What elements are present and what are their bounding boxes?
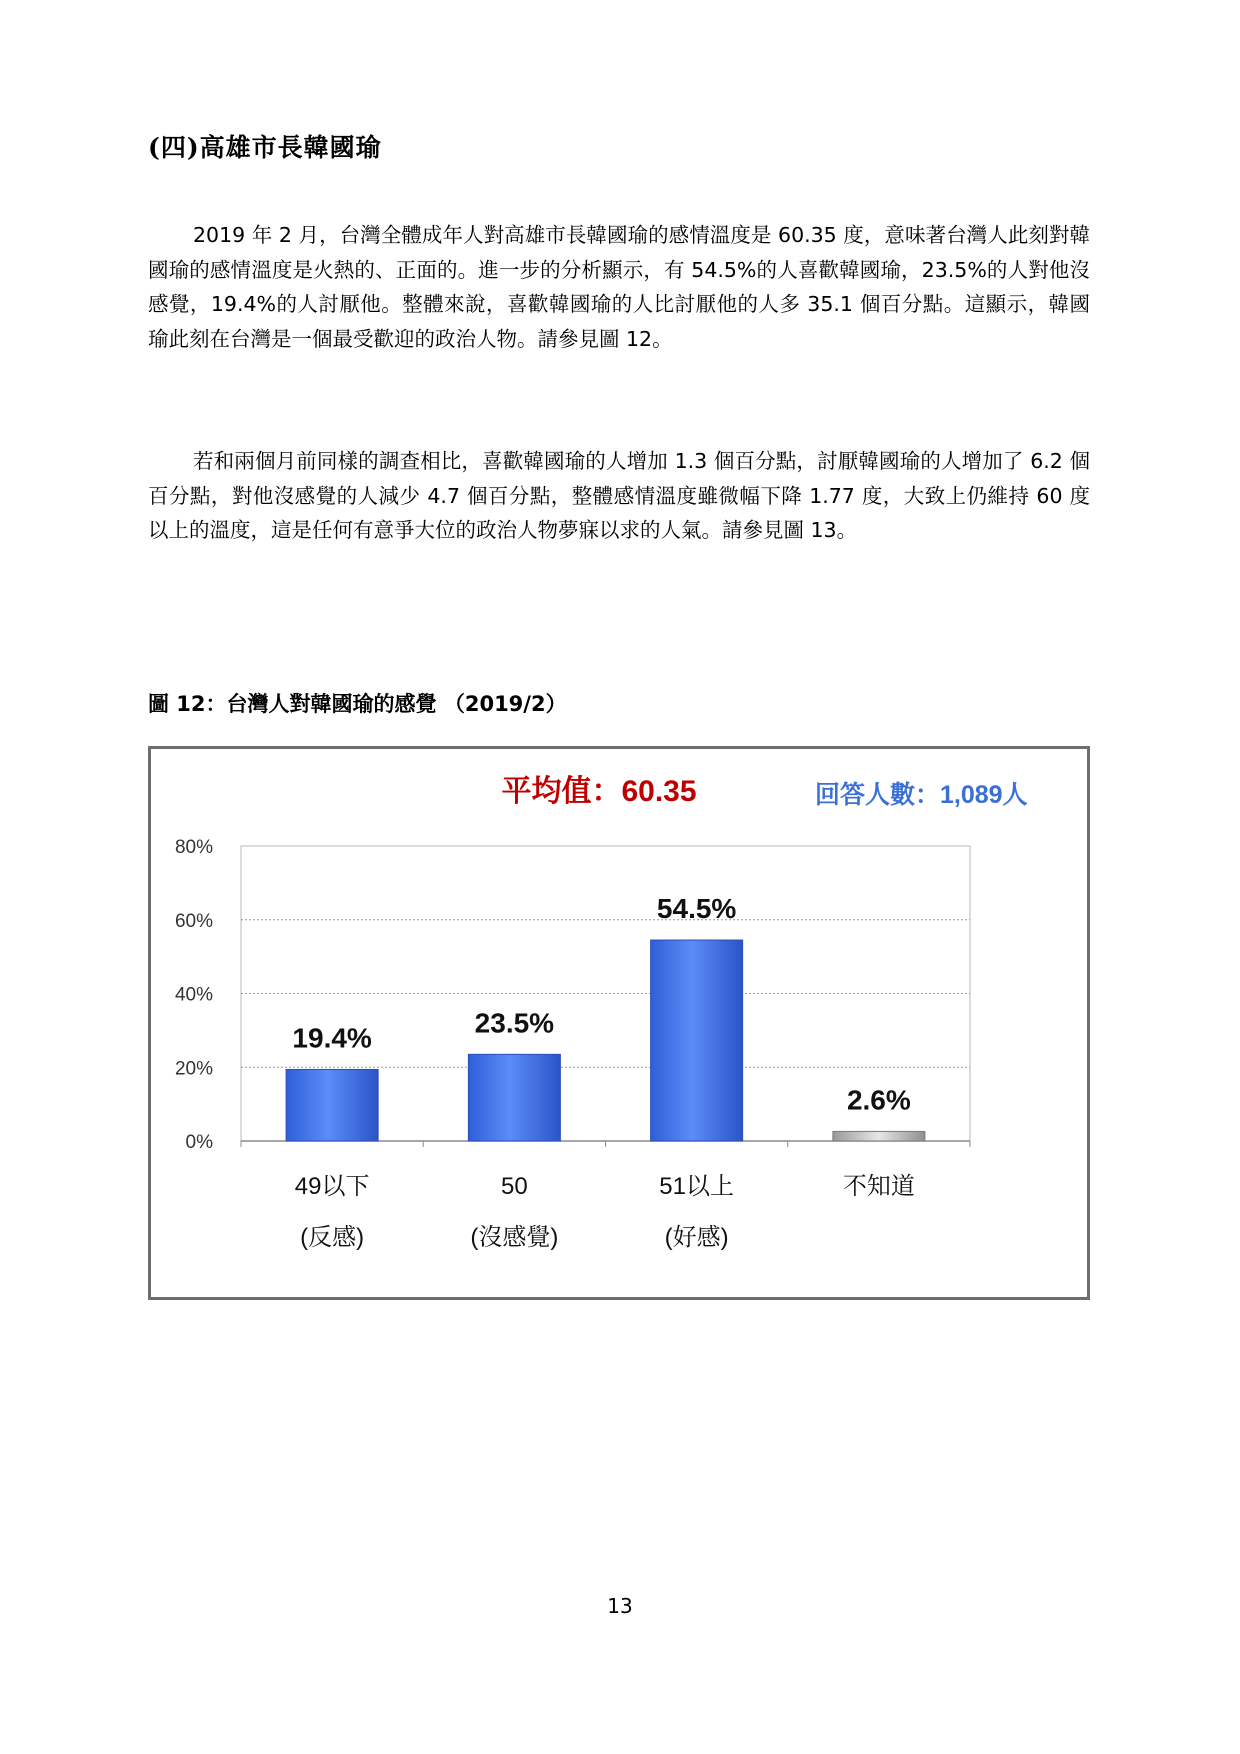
y-tick-label: 60% [174, 910, 213, 932]
x-tick-label: 49以下 [294, 1173, 370, 1200]
page-number: 13 [607, 1594, 633, 1618]
data-label: 19.4% [292, 1022, 372, 1054]
paragraph-2: 若和兩個月前同樣的調查相比，喜歡韓國瑜的人增加 1.3 個百分點，討厭韓國瑜的人增加了 6.2 個百分點，對他沒感覺的人減少 4.7 個百分點，整體感情溫度雖微幅下降 1.77 度，大致上仍維持 60 度以上的溫度，這是任何有意爭大位的政治人物夢寐以求的人氣。請參見圖 13。 [148, 449, 1090, 542]
bar [833, 1131, 925, 1141]
paragraph-1: 2019 年 2 月，台灣全體成年人對高雄市長韓國瑜的感情溫度是 60.35 度，意味著台灣人此刻對韓國瑜的感情溫度是火熱的、正面的。進一步的分析顯示，有 54.5%的人喜歡韓國瑜，23.5%的人對他沒感覺，19.4%的人討厭他。整體來說，喜歡韓國瑜的人比討厭他的人多 35.1 個百分點。這顯示，韓國瑜此刻在台灣是一個最受歡迎的政治人物。請參見圖 12。 [148, 223, 1090, 351]
bar [286, 1069, 378, 1141]
y-tick-label: 40% [174, 984, 213, 1006]
x-tick-label: 50 [501, 1173, 528, 1200]
y-tick-label: 0% [185, 1132, 213, 1153]
data-label: 23.5% [474, 1007, 555, 1039]
x-tick-sublabel: (好感) [664, 1224, 729, 1251]
chart-svg [151, 749, 1087, 1297]
x-tick-sublabel: (反感) [300, 1224, 365, 1251]
bar [468, 1054, 560, 1141]
chart-title: 平均值：60.35 [501, 775, 697, 808]
figure-caption: 圖 12：台灣人對韓國瑜的感覺 （2019/2） [148, 692, 567, 716]
section-heading: (四)高雄市長韓國瑜 [148, 133, 382, 162]
respondent-count: 回答人數：1,089人 [815, 781, 1028, 809]
data-label: 54.5% [656, 893, 737, 925]
bar [651, 940, 743, 1141]
y-tick-label: 80% [174, 837, 213, 858]
x-tick-label: 不知道 [842, 1173, 915, 1200]
data-label: 2.6% [846, 1084, 911, 1116]
x-tick-label: 51以上 [659, 1173, 734, 1200]
y-tick-label: 20% [174, 1058, 213, 1080]
bar-chart [148, 746, 1090, 1300]
x-tick-sublabel: (沒感覺) [470, 1224, 559, 1251]
